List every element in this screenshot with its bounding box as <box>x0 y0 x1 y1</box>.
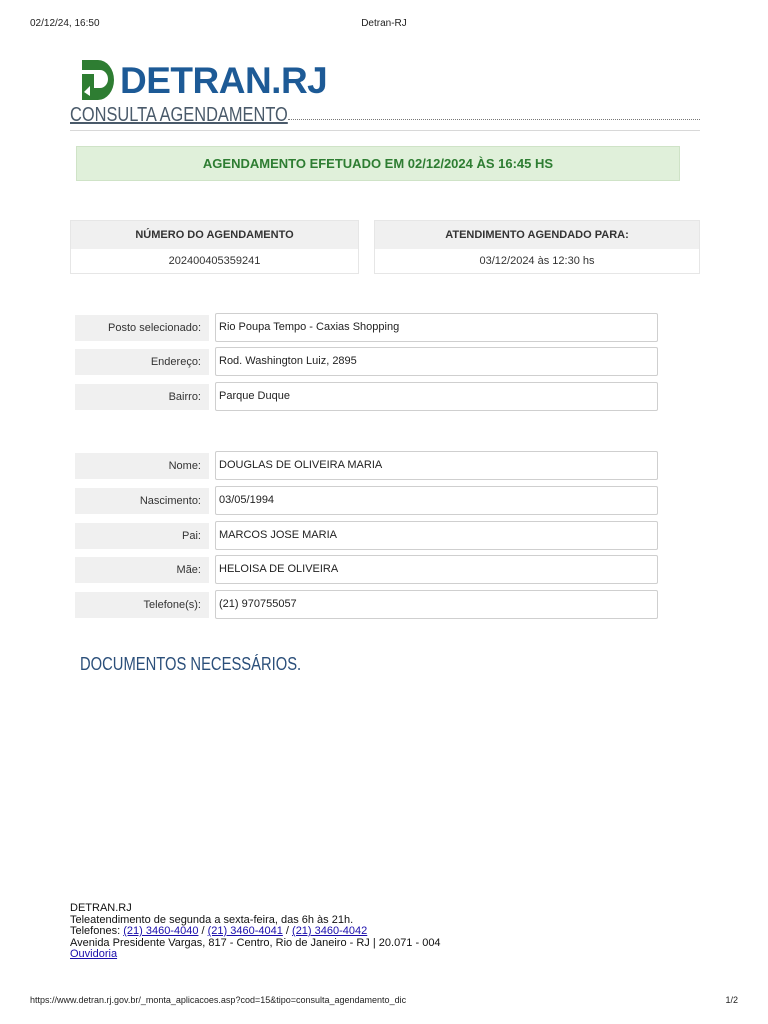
mae-row <box>75 555 658 584</box>
ouvidoria-link[interactable]: Ouvidoria <box>70 948 118 960</box>
nascimento-row <box>75 486 658 515</box>
print-page-title: Detran-RJ <box>361 18 407 29</box>
success-banner: AGENDAMENTO EFETUADO EM 02/12/2024 ÀS 16:45 HS <box>76 146 680 181</box>
posto-label: Posto selecionado: <box>75 315 209 341</box>
appointment-number-header: NÚMERO DO AGENDAMENTO <box>71 221 358 249</box>
footer-hours: Teleatendimento de segunda a sexta-feira, das 6h às 21h. <box>70 913 354 926</box>
detran-logo-mark-icon <box>80 58 116 102</box>
appointment-time-header: ATENDIMENTO AGENDADO PARA: <box>375 221 699 249</box>
nome-label: Nome: <box>75 453 209 479</box>
bairro-label: Bairro: <box>75 384 209 410</box>
mae-field[interactable]: HELOISA DE OLIVEIRA <box>215 555 658 584</box>
nascimento-label: Nascimento: <box>75 488 209 514</box>
pai-field[interactable]: MARCOS JOSE MARIA <box>215 521 658 550</box>
nascimento-field[interactable]: 03/05/1994 <box>215 486 658 515</box>
endereco-label: Endereço: <box>75 349 209 375</box>
footer-phones-label: Telefones: <box>70 925 121 937</box>
title-underline <box>70 130 700 131</box>
nome-field[interactable]: DOUGLAS DE OLIVEIRA MARIA <box>215 451 658 480</box>
bairro-field[interactable]: Parque Duque <box>215 382 658 411</box>
endereco-field[interactable]: Rod. Washington Luiz, 2895 <box>215 347 658 376</box>
bairro-row <box>75 382 658 411</box>
appointment-number-box <box>70 220 359 274</box>
phone-link-1[interactable]: (21) 3460-4040 <box>123 925 199 937</box>
nome-row <box>75 451 658 480</box>
appointment-time-value: 03/12/2024 às 12:30 hs <box>479 255 595 267</box>
pai-label: Pai: <box>75 523 209 549</box>
footer-org: DETRAN.RJ <box>70 902 132 914</box>
telefone-field[interactable]: (21) 970755057 <box>215 590 658 619</box>
print-url: https://www.detran.rj.gov.br/_monta_aplicacoes.asp?cod=15&tipo=consulta_agendamento_dic <box>30 995 407 1005</box>
print-page-number: 1/2 <box>725 995 738 1005</box>
footer-address: Avenida Presidente Vargas, 817 - Centro, Rio de Janeiro - RJ | 20.071 - 004 <box>70 936 441 949</box>
endereco-row <box>75 347 658 376</box>
documents-title: DOCUMENTOS NECESSÁRIOS. <box>80 654 302 674</box>
posto-field[interactable]: Rio Poupa Tempo - Caxias Shopping <box>215 313 658 342</box>
appointment-time-box <box>374 220 700 274</box>
phone-link-2[interactable]: (21) 3460-4041 <box>207 925 283 937</box>
print-header <box>30 18 738 32</box>
mae-label: Mãe: <box>75 557 209 583</box>
telefone-label: Telefone(s): <box>75 592 209 618</box>
appointment-number-value: 202400405359241 <box>168 255 261 267</box>
phone-link-3[interactable]: (21) 3460-4042 <box>292 925 368 937</box>
pai-row <box>75 521 658 550</box>
footer-phones: Telefones: (21) 3460-4040 / (21) 3460-4041 / (21) 3460-4042 <box>70 925 368 937</box>
print-timestamp: 02/12/24, 16:50 <box>30 18 100 29</box>
posto-row <box>75 313 658 342</box>
logo-text: DETRAN.RJ <box>120 60 328 101</box>
detran-logo[interactable] <box>80 58 328 104</box>
telefone-row <box>75 590 658 619</box>
title-divider <box>288 119 700 120</box>
site-footer <box>70 903 441 961</box>
page-title: CONSULTA AGENDAMENTO <box>70 104 288 126</box>
